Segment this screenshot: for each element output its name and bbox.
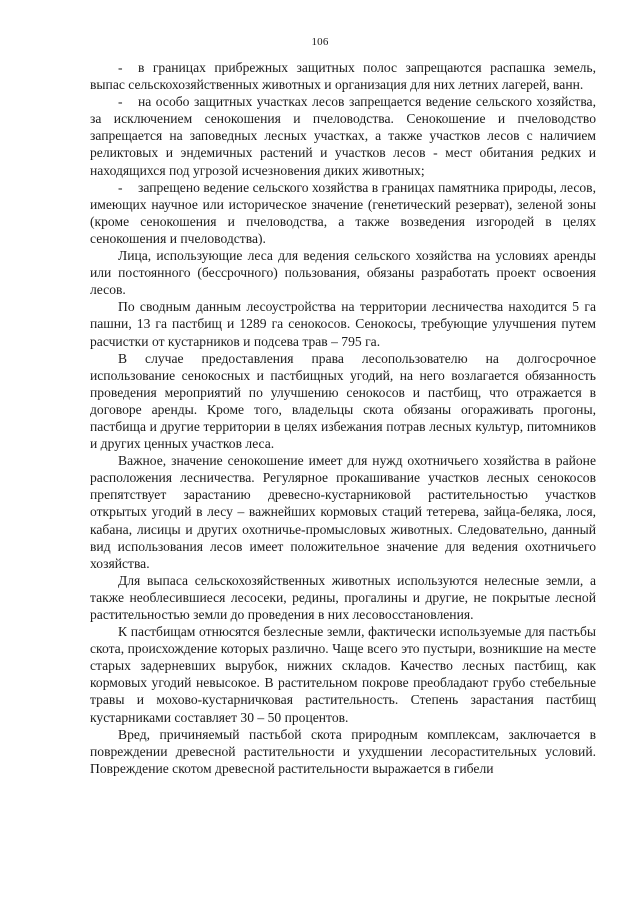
bullet-dash: - [118, 179, 123, 195]
paragraph-text: в границах прибрежных защитных полос запрещаются распашка земель, выпас сельскохозяйственных животных и организация для них летних лагерей, ванн. [90, 60, 596, 93]
paragraph-text: на особо защитных участках лесов запрещается ведение сельского хозяйства, за исключением сенокошения и пчеловодства. Сенокошение и пчеловодство запрещается на заповедных лесных участках, а также участков лесов с наличием реликтовых и эндемичных растений и участков лесов - мест обитания редких и находящихся под угрозой исчезновения диких животных; [90, 94, 596, 178]
page-number: 106 [311, 36, 329, 48]
paragraph-text: запрещено ведение сельского хозяйства в границах памятника природы, лесов, имеющих научное или историческое значение (генетический резерват), зеленой зоны (кроме сенокошения и пчеловодства, а также возведения изгородей в целях сенокошения и пчеловодства). [90, 179, 596, 246]
bullet-dash: - [118, 60, 123, 75]
body-text [90, 59, 596, 777]
paragraph: По сводным данным лесоустройства на территории лесничества находится 5 га пашни, 13 га пастбищ и 1289 га сенокосов. Сенокосы, требующие улучшения путем расчистки от кустарников и подсева трав – 795 га. [90, 299, 596, 349]
bullet-paragraph [90, 179, 596, 247]
bullet-paragraph [90, 93, 596, 178]
paragraph: Для выпаса сельскохозяйственных животных используются нелесные земли, а также необлесившиеся лесосеки, редины, прогалины и другие, не покрытые лесной растительностью земли до проведения в них лесовосстановления. [90, 572, 596, 622]
paragraph: К пастбищам отнюсятся безлесные земли, фактически используемые для пастьбы скота, происхождение которых различно. Чаще всего это пустыри, возникшие на месте старых задерневших вырубок, нижних складов. Качество лесных пастбищ, как кормовых угодий невысокое. В растительном покрове преобладают грубо стебельные травы и мохово-кустарничковая растительность. Степень зарастания пастбищ кустарниками составляет 30 – 50 процентов. [90, 624, 596, 725]
paragraph: В случае предоставления права лесопользователю на долгосрочное использование сенокосных и пастбищных угодий, на него возлагается обязанность проведения мероприятий по улучшению сенокосов и пастбищ, что отражается в договоре аренды. Кроме того, владельцы скота обязаны огораживать прогоны, пастбища и другие территории в целях избежания потрав лесных культур, питомников и других ценных участков леса. [90, 350, 596, 452]
paragraph: Вред, причиняемый пастьбой скота природным комплексам, заключается в повреждении древесной растительности и ухудшении лесорастительных условий. Повреждение скотом древесной растительности выражается в гибели [90, 726, 596, 776]
paragraph: Лица, использующие леса для ведения сельского хозяйства на условиях аренды или постоянного (бессрочного) пользования, обязаны разработать проект освоения лесов. [90, 248, 596, 298]
bullet-paragraph [90, 59, 596, 93]
bullet-dash: - [118, 94, 123, 110]
paragraph: Важное, значение сенокошение имеет для нужд охотничьего хозяйства в районе расположения лесничества. Регулярное прокашивание участков лесных сенокосов препятствует зарастанию древесно-кустарниковой растительностью участков открытых угодий в лесу – важнейших кормовых стаций тетерева, зайца-беляка, лося, кабана, лисицы и других охотничье-промысловых животных. Следовательно, данный вид использования лесов имеет положительное значение для ведения охотничьего хозяйства. [90, 453, 596, 571]
